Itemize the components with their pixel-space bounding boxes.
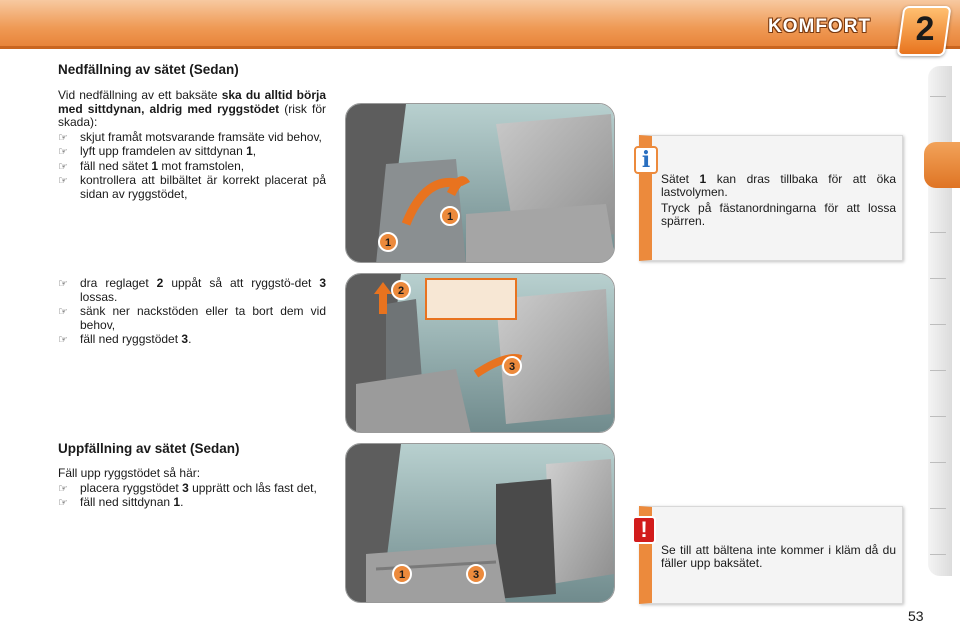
callout-label: 3 — [472, 569, 480, 581]
fold-instructions-backrest — [58, 276, 326, 347]
chapter-tab-active[interactable] — [924, 142, 960, 188]
rail-tick — [930, 96, 946, 97]
fold-step: ☞ fäll ned ryggstödet 3. — [58, 333, 326, 347]
chapter-number: 2 — [915, 10, 935, 48]
chapter-title: KOMFORT — [768, 16, 872, 37]
fold-step: ☞ dra reglaget 2 uppåt så att ryggstö-det 3 lossas. — [58, 277, 326, 304]
seat-illustration-svg — [346, 444, 615, 603]
raise-intro: Fäll upp ryggstödet så här: — [58, 466, 201, 480]
rail-tick — [930, 232, 946, 233]
seat-illustration-svg — [346, 274, 615, 433]
illustration-release-backrest — [345, 273, 615, 433]
rail-tick — [930, 324, 946, 325]
callout-label: 1 — [384, 237, 392, 249]
section-title-raise: Uppfällning av sätet (Sedan) — [58, 441, 240, 456]
rail-tick — [930, 370, 946, 371]
page-number: 53 — [908, 608, 924, 624]
seat-illustration-svg — [346, 104, 615, 263]
rail-tick — [930, 554, 946, 555]
illustration-raise-seat — [345, 443, 615, 603]
fold-instructions — [58, 89, 326, 201]
header-divider — [0, 46, 960, 49]
raise-step: ☞ fäll ned sittdynan 1. — [58, 496, 326, 510]
raise-step: ☞ placera ryggstödet 3 upprätt och lås fast det, — [58, 482, 326, 496]
rail-tick — [930, 462, 946, 463]
rail-tick — [930, 508, 946, 509]
fold-step: ☞ kontrollera att bilbältet är korrekt placerat på sidan av ryggstödet, — [58, 174, 326, 201]
callout-label: 2 — [397, 285, 405, 297]
fold-step: ☞ lyft upp framdelen av sittdynan 1, — [58, 145, 326, 159]
rail-tick — [930, 416, 946, 417]
warning-icon: ! — [632, 516, 656, 544]
raise-instructions — [58, 467, 326, 510]
illustration-fold-cushion — [345, 103, 615, 263]
section-title-fold: Nedfällning av sätet (Sedan) — [58, 62, 239, 77]
fold-step: ☞ fäll ned sätet 1 mot framstolen, — [58, 160, 326, 174]
fold-step: ☞ sänk ner nackstöden eller ta bort dem vid behov, — [58, 305, 326, 332]
warning-note-text: Se till att bältena inte kommer i kläm då du fäller upp baksätet. — [661, 543, 896, 570]
rail-tick — [930, 278, 946, 279]
callout-label: 1 — [446, 211, 454, 223]
info-note-text: Sätet 1 kan dras tillbaka för att öka lastvolymen. Tryck på fästanordningarna för att lossa spärren. — [661, 172, 896, 228]
callout-label: 1 — [398, 569, 406, 581]
fold-step: ☞ skjut framåt motsvarande framsäte vid behov, — [58, 131, 326, 145]
fold-intro: Vid nedfällning av ett baksäte ska du alltid börja med sittdynan, aldrig med ryggstödet (risk för skada): — [58, 88, 327, 129]
info-icon: i — [634, 146, 658, 174]
callout-label: 3 — [508, 361, 516, 373]
